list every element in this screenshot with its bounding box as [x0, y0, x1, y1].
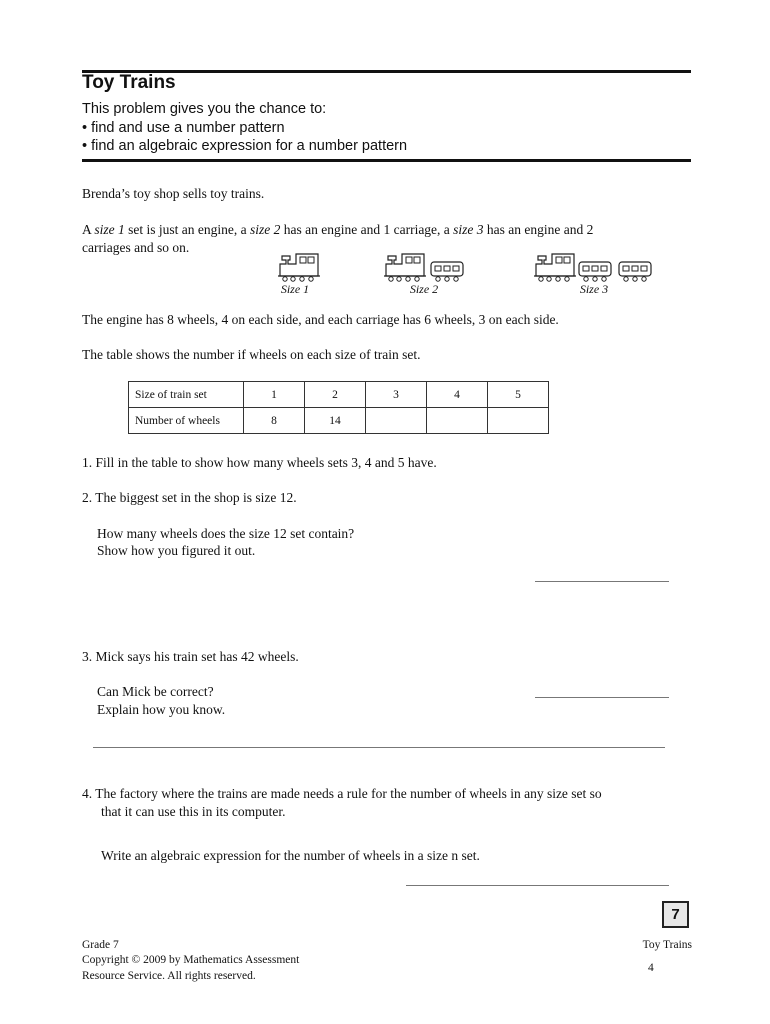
- table-cell: 1: [244, 382, 305, 408]
- table-cell: 5: [488, 382, 549, 408]
- question-4-prompt: Write an algebraic expression for the number of wheels in a size n set.: [101, 848, 480, 863]
- paragraph-table-intro: The table shows the number if wheels on each size of train set.: [82, 347, 421, 362]
- answer-line-q4[interactable]: [406, 885, 669, 886]
- table-cell: 3: [366, 382, 427, 408]
- answer-line-q2[interactable]: [535, 581, 669, 582]
- size-term: size 2: [250, 222, 281, 237]
- table-row: [129, 382, 549, 408]
- footer-page-number: 4: [648, 962, 654, 974]
- answer-cell[interactable]: [488, 408, 549, 434]
- train-size-1: [278, 254, 320, 281]
- wheels-table: [128, 381, 549, 434]
- explanation-line-q3[interactable]: [93, 747, 665, 748]
- paragraph-sizes-line2: carriages and so on.: [82, 240, 190, 255]
- question-1: 1. Fill in the table to show how many wheels sets 3, 4 and 5 have.: [82, 455, 437, 470]
- row-header: Size of train set: [129, 382, 244, 408]
- size-term: size 3: [453, 222, 484, 237]
- question-3-prompt: Can Mick be correct?: [97, 684, 214, 699]
- paragraph-shop: Brenda’s toy shop sells toy trains.: [82, 186, 265, 201]
- bullet-item: • find an algebraic expression for a number pattern: [82, 138, 408, 154]
- train-caption: Size 1: [280, 282, 310, 296]
- footer-grade: Grade 7: [82, 939, 119, 951]
- paragraph-wheels: The engine has 8 wheels, 4 on each side, and each carriage has 6 wheels, 3 on each side.: [82, 312, 559, 327]
- table-cell: 4: [427, 382, 488, 408]
- train-caption: Size 3: [579, 282, 609, 296]
- question-2-prompt: How many wheels does the size 12 set contain?: [97, 526, 355, 541]
- table-cell: 2: [305, 382, 366, 408]
- task-number-box: 7: [662, 901, 689, 928]
- train-caption: Size 2: [409, 282, 439, 296]
- train-size-3: [534, 254, 651, 281]
- footer-task-name: Toy Trains: [642, 939, 692, 951]
- table-row: [129, 408, 549, 434]
- size-term: size 1: [94, 222, 125, 237]
- page-title: Toy Trains: [82, 72, 176, 93]
- question-2: 2. The biggest set in the shop is size 12.: [82, 490, 297, 505]
- question-2-prompt: Show how you figured it out.: [97, 543, 256, 558]
- question-3-prompt: Explain how you know.: [97, 702, 226, 717]
- train-size-2: [384, 254, 463, 281]
- intro-line: This problem gives you the chance to:: [82, 101, 327, 117]
- footer-copyright: Resource Service. All rights reserved.: [82, 970, 256, 982]
- question-4-continued: that it can use this in its computer.: [101, 804, 286, 819]
- answer-cell[interactable]: [427, 408, 488, 434]
- header-bottom-rule: [82, 159, 691, 162]
- bullet-item: • find and use a number pattern: [82, 120, 285, 136]
- answer-cell[interactable]: [366, 408, 427, 434]
- footer-copyright: Copyright © 2009 by Mathematics Assessment: [82, 954, 300, 966]
- question-3: 3. Mick says his train set has 42 wheels.: [82, 649, 299, 664]
- table-cell: 14: [305, 408, 366, 434]
- paragraph-sizes: A size 1 set is just an engine, a size 2 has an engine and 1 carriage, a size 3 has an engine and 2: [82, 222, 594, 237]
- answer-line-q3[interactable]: [535, 697, 669, 698]
- train-illustrations: [270, 250, 670, 286]
- table-cell: 8: [244, 408, 305, 434]
- question-4: 4. The factory where the trains are made needs a rule for the number of wheels in any size set so: [82, 786, 602, 801]
- row-header: Number of wheels: [129, 408, 244, 434]
